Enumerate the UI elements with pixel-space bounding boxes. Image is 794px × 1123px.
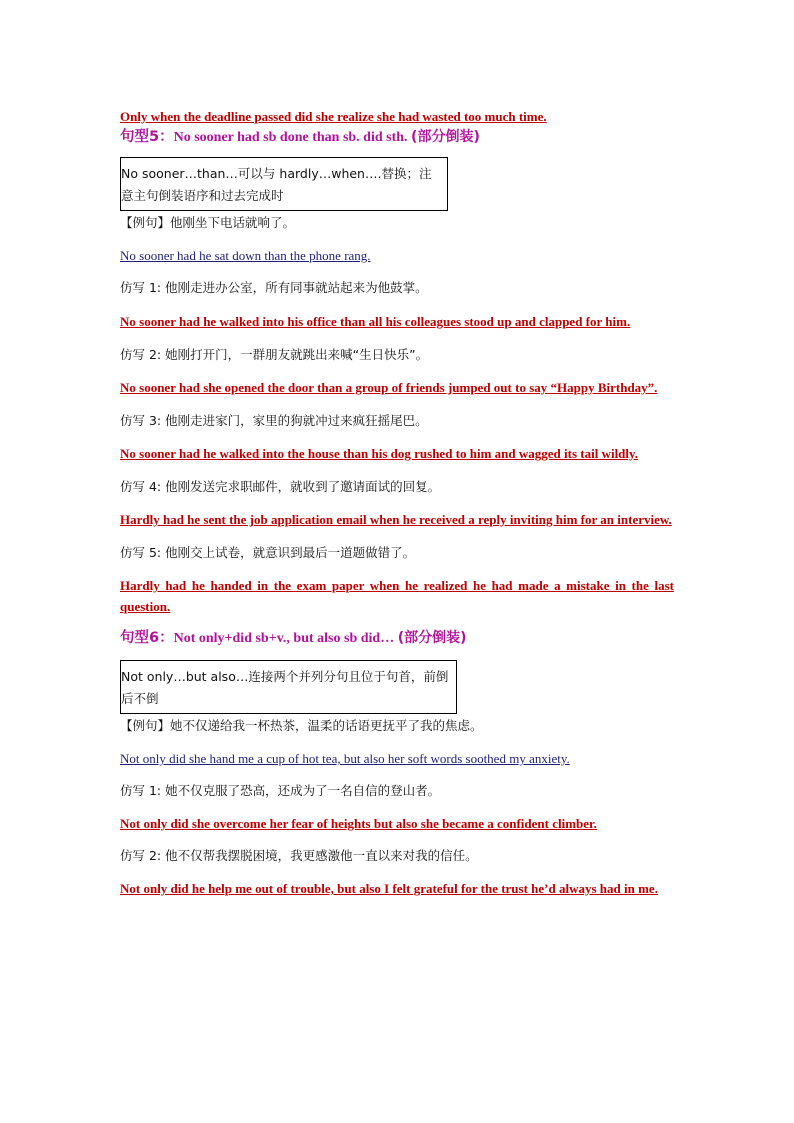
s5-ex1-answer: No sooner had he walked into his office than all his colleagues stood up and clapped for him. bbox=[120, 314, 631, 329]
section6-heading bbox=[120, 628, 674, 649]
s5-ex5-prompt: 仿写 5: 他刚交上试卷，就意识到最后一道题做错了。 bbox=[120, 545, 416, 560]
s5-ex4-answer: Hardly had he sent the job application email when he received a reply inviting him for an interview. bbox=[120, 512, 672, 527]
section5-note: No sooner…than…可以与 hardly…when….替换；注意主句倒装语序和过去完成时 bbox=[121, 166, 432, 203]
section6-note-box bbox=[120, 660, 457, 714]
s6-ex2-answer: Not only did he help me out of trouble, but also I felt grateful for the trust he’d always had in me. bbox=[120, 881, 658, 896]
section5-note-box bbox=[120, 157, 448, 211]
s5-ex2-answer: No sooner had she opened the door than a group of friends jumped out to say “Happy Birthday”. bbox=[120, 380, 658, 395]
s6-ex1-answer: Not only did she overcome her fear of heights but also she became a confident climber. bbox=[120, 816, 597, 831]
section5-heading bbox=[120, 127, 674, 148]
answer-top: Only when the deadline passed did she realize she had wasted too much time. bbox=[120, 109, 547, 124]
s6-ex1-prompt: 仿写 1: 她不仅克服了恐高，还成为了一名自信的登山者。 bbox=[120, 783, 441, 798]
section5-label: 句型5： bbox=[120, 129, 174, 145]
s5-ex3-prompt: 仿写 3: 他刚走进家门，家里的狗就冲过来疯狂摇尾巴。 bbox=[120, 413, 428, 428]
section6-label: 句型6： bbox=[120, 630, 174, 646]
section5-tag: (部分倒装) bbox=[411, 129, 480, 145]
section5-example-en: No sooner had he sat down than the phone rang. bbox=[120, 248, 371, 263]
s5-ex1-prompt: 仿写 1: 他刚走进办公室，所有同事就站起来为他鼓掌。 bbox=[120, 280, 428, 295]
section6-tag: (部分倒装) bbox=[397, 630, 467, 646]
section5-example-cn: 【例句】他刚坐下电话就响了。 bbox=[120, 215, 296, 230]
s5-ex5-answer: Hardly had he handed in the exam paper when he realized he had made a mistake in the last question. bbox=[120, 578, 674, 614]
document-page bbox=[120, 106, 674, 899]
s6-ex2-prompt: 仿写 2: 他不仅帮我摆脱困境，我更感激他一直以来对我的信任。 bbox=[120, 848, 478, 863]
section6-example-en: Not only did she hand me a cup of hot tea, but also her soft words soothed my anxiety. bbox=[120, 751, 570, 766]
s5-ex4-prompt: 仿写 4: 他刚发送完求职邮件，就收到了邀请面试的回复。 bbox=[120, 479, 441, 494]
section6-pattern: Not only+did sb+v., but also sb did… bbox=[173, 631, 395, 646]
section6-note: Not only…but also…连接两个并列分句且位于句首，前倒后不倒 bbox=[121, 669, 449, 706]
s5-ex2-prompt: 仿写 2: 她刚打开门，一群朋友就跳出来喊“生日快乐”。 bbox=[120, 347, 429, 362]
section5-pattern: No sooner had sb done than sb. did sth. bbox=[173, 130, 408, 145]
section6-example-cn: 【例句】她不仅递给我一杯热茶，温柔的话语更抚平了我的焦虑。 bbox=[120, 718, 483, 733]
s5-ex3-answer: No sooner had he walked into the house than his dog rushed to him and wagged its tail wildly. bbox=[120, 446, 639, 461]
